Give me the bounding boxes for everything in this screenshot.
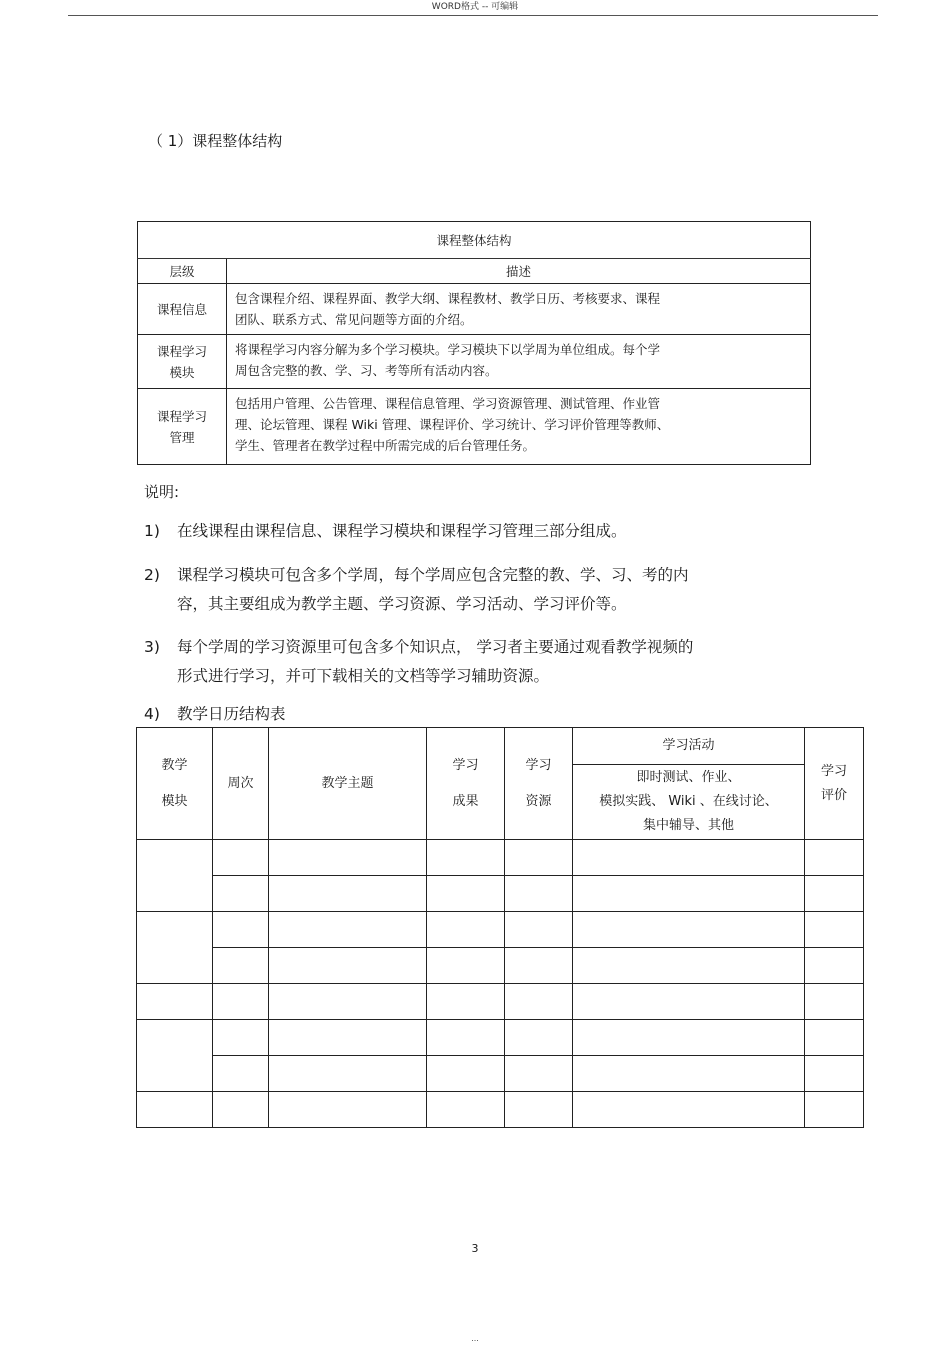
table-cell [573,984,805,1020]
note-text [177,561,797,619]
header-line: 教学 [161,757,188,773]
header-line: 资源 [525,793,552,809]
description-cell [227,335,811,389]
note-line: 容，其主要组成为教学主题、学习资源、学习活动、学习评价等。 [177,595,627,613]
table-cell [269,1092,427,1128]
table-row [137,876,864,912]
header-line: 模块 [161,793,188,809]
note-line: 在线课程由课程信息、课程学习模块和课程学习管理三部分组成。 [177,522,627,540]
table-cell [213,1020,269,1056]
table-cell [427,948,505,984]
table-row [137,1092,864,1128]
col-header-level: 层级 [138,259,227,284]
table-cell [805,1056,864,1092]
description-line: 包含课程介绍、课程界面、教学大纲、课程教材、教学日历、考核要求、课程 [235,291,661,306]
table-cell [805,1020,864,1056]
table-cell [427,840,505,876]
note-number: 2) [144,566,160,584]
table-cell [427,912,505,948]
table-cell [427,984,505,1020]
table-cell [573,948,805,984]
header-line: 成果 [452,793,479,809]
col-header-activity-detail [573,765,805,840]
header-line: 即时测试、作业、 [636,770,741,785]
table-cell [427,1056,505,1092]
col-header-topic: 教学主题 [269,728,427,840]
col-header-evaluation [805,728,864,840]
table-cell [505,840,573,876]
table-cell [213,1092,269,1128]
note-line: 每个学周的学习资源里可包含多个知识点， 学习者主要通过观看教学视频的 [177,638,694,656]
note-number: 3) [144,638,160,656]
table-row [137,948,864,984]
table-cell [213,984,269,1020]
level-line: 课程学习 [156,408,207,424]
note-number: 1) [144,522,160,540]
table-cell [269,840,427,876]
description-cell [227,284,811,335]
description-line: 将课程学习内容分解为多个学习模块。学习模块下以学周为单位组成。每个学 [235,342,661,357]
level-cell [138,389,227,465]
table-cell [573,1092,805,1128]
table-cell [427,1092,505,1128]
description-line: 包括用户管理、公告管理、课程信息管理、学习资源管理、测试管理、作业管 [235,396,661,411]
module-cell [137,984,213,1020]
table-cell [427,1020,505,1056]
level-line: 课程学习 [156,343,207,359]
col-header-module [137,728,213,840]
level-line: 课程信息 [156,301,207,317]
table-cell [505,1056,573,1092]
table-cell [505,912,573,948]
col-header-description: 描述 [227,259,811,284]
module-cell [137,1092,213,1128]
table-cell [505,1092,573,1128]
module-cell [137,912,213,984]
table-row [137,912,864,948]
table-cell [213,876,269,912]
table-cell [213,1056,269,1092]
table-cell [269,948,427,984]
level-line: 模块 [169,364,195,380]
table-cell [213,948,269,984]
teaching-calendar-table [136,727,864,1128]
note-number: 4) [144,705,160,723]
table-cell [573,876,805,912]
header-rule [68,15,878,16]
table-cell [805,912,864,948]
table-row [137,1056,864,1092]
note-line: 课程学习模块可包含多个学周，每个学周应包含完整的教、学、习、考的内 [177,566,689,584]
description-line: 理、论坛管理、课程 Wiki 管理、课程评价、学习统计、学习评价管理等教师、 [235,417,670,432]
note-line: 形式进行学习，并可下载相关的文档等学习辅助资源。 [177,667,550,685]
table-cell [427,876,505,912]
header-line: 评价 [820,787,847,803]
table-cell [505,876,573,912]
header-line: 学习 [820,763,847,779]
table-row [137,840,864,876]
page-number: 3 [471,1242,479,1255]
table-cell [505,984,573,1020]
note-text [177,633,797,691]
description-cell [227,389,811,465]
level-line: 管理 [169,429,195,445]
table-cell [805,984,864,1020]
table-cell [573,840,805,876]
level-cell [138,284,227,335]
course-structure-table [137,221,811,465]
section-title: （ 1）课程整体结构 [148,132,283,150]
table-cell [269,1020,427,1056]
header-line: 学习 [452,757,479,773]
table-row [138,335,811,389]
table-row [138,284,811,335]
table-row [137,984,864,1020]
table-row [137,1020,864,1056]
table-cell [269,876,427,912]
footer-mark: ... [471,1334,479,1343]
description-line: 学生、管理者在教学过程中所需完成的后台管理任务。 [235,438,536,453]
note-text [177,517,797,546]
note-line: 教学日历结构表 [177,705,286,723]
table-cell [505,948,573,984]
description-line: 团队、联系方式、常见问题等方面的介绍。 [235,312,473,327]
table-row [138,389,811,465]
structure-table-caption: 课程整体结构 [138,222,811,259]
col-header-week: 周次 [213,728,269,840]
note-text [177,700,797,729]
table-cell [805,1092,864,1128]
table-cell [505,1020,573,1056]
table-cell [213,840,269,876]
table-cell [573,1020,805,1056]
header-line: 集中辅导、其他 [642,818,734,833]
table-cell [213,912,269,948]
table-cell [805,840,864,876]
table-cell [805,876,864,912]
page-header: WORD格式 -- 可编辑 [431,2,519,12]
table-cell [573,1056,805,1092]
header-line: 模拟实践、 Wiki 、在线讨论、 [599,794,778,809]
level-cell [138,335,227,389]
col-header-activity: 学习活动 [573,728,805,765]
table-cell [269,984,427,1020]
col-header-outcome [427,728,505,840]
col-header-resource [505,728,573,840]
notes-title: 说明: [144,483,180,501]
module-cell [137,1020,213,1092]
header-line: 学习 [525,757,552,773]
description-line: 周包含完整的教、学、习、考等所有活动内容。 [235,363,498,378]
table-cell [573,912,805,948]
module-cell [137,840,213,912]
table-cell [269,912,427,948]
table-cell [269,1056,427,1092]
table-cell [805,948,864,984]
